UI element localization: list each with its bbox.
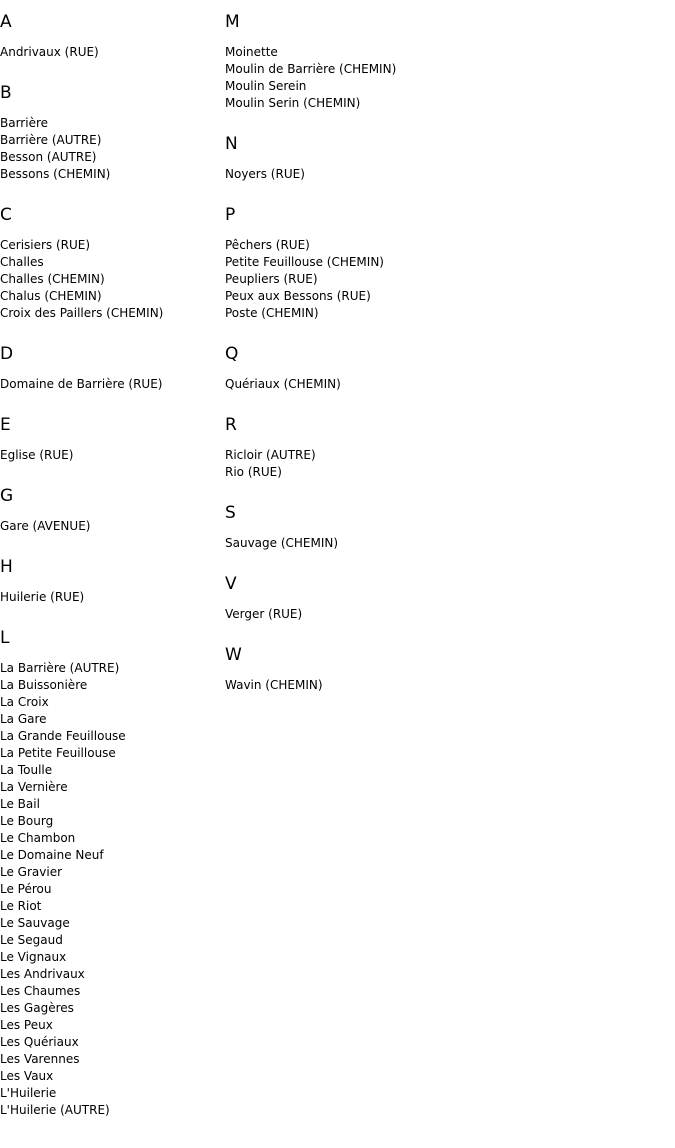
street-list (225, 166, 525, 183)
section-letter-heading: G (0, 486, 14, 506)
section-letter-heading: W (225, 645, 242, 665)
street-index-column-right (225, 10, 525, 714)
street-entry: Ricloir (AUTRE) (225, 448, 316, 462)
letter-section-p (225, 203, 525, 322)
street-list (0, 115, 220, 183)
street-entry: Le Bourg (0, 814, 54, 828)
street-entry: Les Varennes (0, 1052, 80, 1066)
section-letter-heading: E (0, 415, 11, 435)
section-letter-heading: N (225, 134, 238, 154)
street-list (225, 376, 525, 393)
section-letter-heading: S (225, 503, 236, 523)
street-entry: Peupliers (RUE) (225, 272, 318, 286)
street-entry: Les Gagères (0, 1001, 74, 1015)
street-entry: Chalus (CHEMIN) (0, 289, 102, 303)
letter-section-v (225, 572, 525, 623)
street-list (0, 44, 220, 61)
street-entry: Le Bail (0, 797, 40, 811)
letter-section-h (0, 555, 220, 606)
letter-section-s (225, 501, 525, 552)
section-letter-heading: A (0, 12, 12, 32)
street-entry: Croix des Paillers (CHEMIN) (0, 306, 164, 320)
street-list (0, 376, 220, 393)
street-entry: Pêchers (RUE) (225, 238, 310, 252)
street-entry: Le Gravier (0, 865, 63, 879)
section-letter-heading: D (0, 344, 14, 364)
section-letter-heading: R (225, 415, 237, 435)
street-list (0, 660, 220, 1119)
street-entry: La Barrière (AUTRE) (0, 661, 120, 675)
letter-section-l (0, 626, 220, 1119)
street-entry: Moinette (225, 45, 278, 59)
street-entry: Eglise (RUE) (0, 448, 74, 462)
street-entry: Moulin Serein (225, 79, 307, 93)
street-entry: Challes (0, 255, 44, 269)
street-list (225, 535, 525, 552)
section-letter-heading: M (225, 12, 240, 32)
street-entry: Moulin Serin (CHEMIN) (225, 96, 361, 110)
street-entry: Challes (CHEMIN) (0, 272, 105, 286)
street-list (0, 518, 220, 535)
street-entry: Le Domaine Neuf (0, 848, 104, 862)
letter-section-e (0, 413, 220, 464)
street-entry: Wavin (CHEMIN) (225, 678, 323, 692)
street-entry: La Grande Feuillouse (0, 729, 126, 743)
street-entry: Les Peux (0, 1018, 53, 1032)
street-entry: Le Pérou (0, 882, 52, 896)
section-letter-heading: L (0, 628, 10, 648)
street-entry: Les Quériaux (0, 1035, 79, 1049)
letter-section-c (0, 203, 220, 322)
street-list (225, 44, 525, 112)
street-entry: La Vernière (0, 780, 68, 794)
street-entry: Le Vignaux (0, 950, 67, 964)
street-entry: Domaine de Barrière (RUE) (0, 377, 163, 391)
street-entry: La Buissonière (0, 678, 88, 692)
street-entry: Sauvage (CHEMIN) (225, 536, 339, 550)
street-entry: Quériaux (CHEMIN) (225, 377, 341, 391)
street-entry: Les Vaux (0, 1069, 54, 1083)
section-letter-heading: C (0, 205, 12, 225)
street-entry: La Toulle (0, 763, 53, 777)
street-entry: Le Riot (0, 899, 42, 913)
street-list (0, 447, 220, 464)
letter-section-w (225, 643, 525, 694)
street-entry: Barrière (0, 116, 49, 130)
letter-section-r (225, 413, 525, 481)
street-list (225, 447, 525, 481)
street-list (225, 677, 525, 694)
street-entry: Barrière (AUTRE) (0, 133, 102, 147)
street-entry: Noyers (RUE) (225, 167, 305, 181)
street-entry: La Petite Feuillouse (0, 746, 116, 760)
street-entry: L'Huilerie (0, 1086, 57, 1100)
street-entry: Bessons (CHEMIN) (0, 167, 111, 181)
letter-section-g (0, 484, 220, 535)
street-entry: La Gare (0, 712, 47, 726)
street-entry: Verger (RUE) (225, 607, 303, 621)
section-letter-heading: B (0, 83, 12, 103)
street-entry: Le Chambon (0, 831, 76, 845)
street-entry: Rio (RUE) (225, 465, 282, 479)
letter-section-d (0, 342, 220, 393)
street-entry: Le Segaud (0, 933, 63, 947)
section-letter-heading: V (225, 574, 237, 594)
letter-section-b (0, 81, 220, 183)
street-entry: Peux aux Bessons (RUE) (225, 289, 371, 303)
street-entry: Poste (CHEMIN) (225, 306, 319, 320)
street-entry: Les Andrivaux (0, 967, 85, 981)
street-index-column-left (0, 10, 220, 1139)
street-entry: Petite Feuillouse (CHEMIN) (225, 255, 384, 269)
section-letter-heading: P (225, 205, 236, 225)
section-letter-heading: Q (225, 344, 239, 364)
street-list (225, 237, 525, 322)
street-entry: Les Chaumes (0, 984, 81, 998)
section-letter-heading: H (0, 557, 13, 577)
street-entry: Huilerie (RUE) (0, 590, 85, 604)
street-list (225, 606, 525, 623)
street-entry: L'Huilerie (AUTRE) (0, 1103, 110, 1117)
street-entry: Cerisiers (RUE) (0, 238, 91, 252)
letter-section-q (225, 342, 525, 393)
street-entry: Le Sauvage (0, 916, 70, 930)
letter-section-n (225, 132, 525, 183)
letter-section-m (225, 10, 525, 112)
street-entry: Andrivaux (RUE) (0, 45, 99, 59)
street-list (0, 589, 220, 606)
street-entry: Gare (AVENUE) (0, 519, 91, 533)
street-entry: Moulin de Barrière (CHEMIN) (225, 62, 397, 76)
street-list (0, 237, 220, 322)
letter-section-a (0, 10, 220, 61)
street-entry: La Croix (0, 695, 49, 709)
street-entry: Besson (AUTRE) (0, 150, 97, 164)
